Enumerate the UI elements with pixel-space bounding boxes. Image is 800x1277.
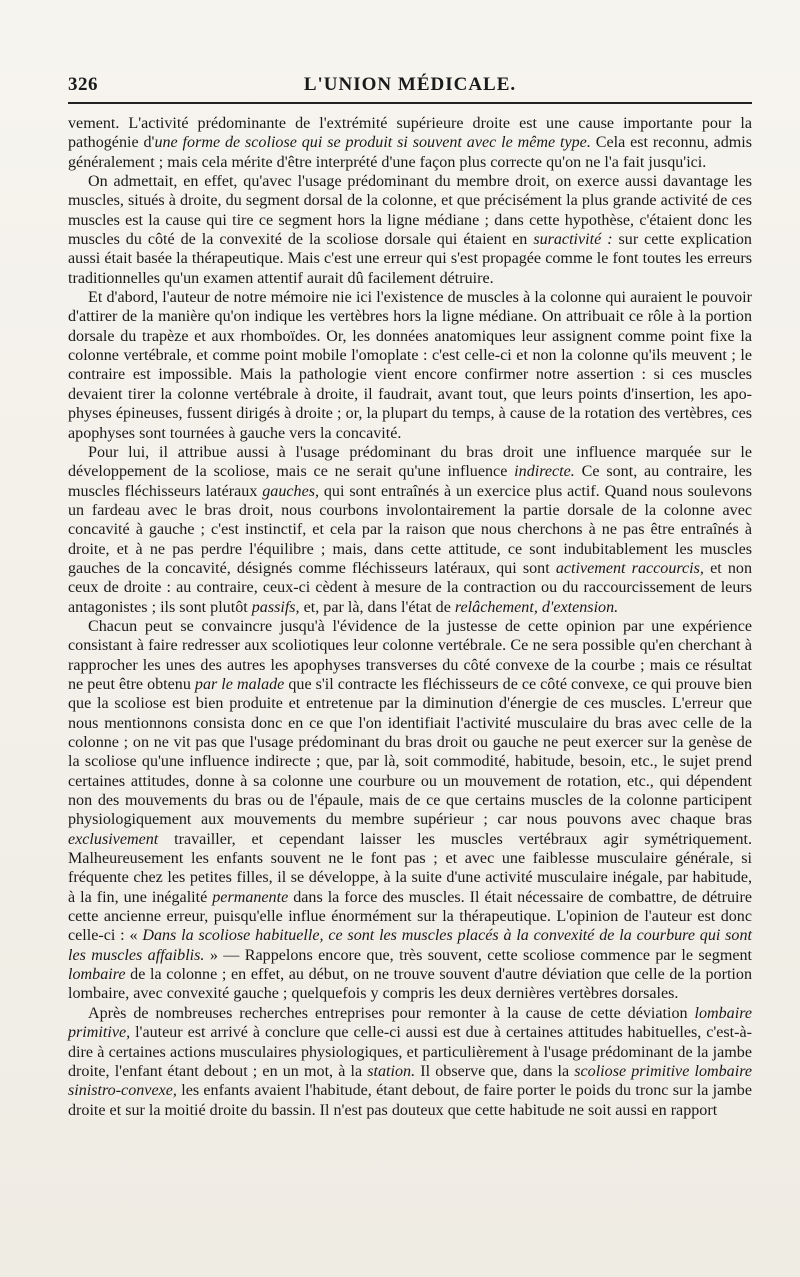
text-run: Il observe que, dans la bbox=[415, 1062, 575, 1080]
italic-text: passifs, bbox=[251, 598, 300, 616]
italic-text: lombaire primitive, bbox=[68, 1004, 752, 1042]
article-body bbox=[68, 114, 752, 1120]
italic-text: gauches, bbox=[262, 482, 320, 500]
text-run: qui sont entraînés à un exercice plus actif. Quand nous soulevons un fardeau avec le bras droit, nous courbons involontairement la partie dorsale de la colonne avec concavité à gauche ; c'est instinctif, et cela par la raison que nous cherchons à ne pas être entraînés à droite, et à ne pas perdre l'équilibre ; mais, dans cette attitude, ce sont indubitablement les muscles gauches de la concavité, désignés comme fléchisseurs latéraux, qui sont bbox=[68, 482, 752, 577]
italic-text: permanente bbox=[212, 888, 289, 906]
text-run: Chacun peut se convaincre jusqu'à l'évidence de la justesse de cette opinion par une expérience consistant à faire redresser aux scoliotiques leur colonne vertébrale. Ce ne sera possible qu'en cherchant à rapprocher les unes des autres les apophyses transverses du côté convexe de la courbe ; mais ce résultat ne peut être obtenu bbox=[68, 617, 752, 693]
italic-text: par le malade bbox=[194, 675, 285, 693]
text-run: Et d'abord, l'auteur de notre mémoire nie ici l'existence de muscles à la colonne qui auraient le pouvoir d'attirer de la manière qu'on indique les vertèbres hors la ligne médiane. On attribuait ce rôle à la portion dorsale du trapèze et aux rhomboïdes. Or, les données anatomiques leur assignent comme point fixe la colonne vertébrale, et comme point mobile l'omoplate : c'est celle-ci et non la colonne qu'ils meuvent ; le contraire est impossible. Mais la pathologie vient encore confirmer notre assertion : si ces muscles devaient tirer la colonne vertébrale à droite, il faudrait, avant tout, que leurs points d'insertion, les apophyses épineuses, fussent dirigés à droite ; or, la plupart du temps, à cause de la rotation des vertèbres, ces apophyses sont tournées à gauche vers la concavité. bbox=[68, 289, 752, 442]
text-run: l'auteur est arrivé à conclure que celle-ci aussi est due à certaines attitudes habituelles, c'est-à-dire à certaines actions musculaires physiologiques, et particulièrement à l'usage prédominant de la jambe droite, l'enfant étant debout ; en un mot, à la bbox=[68, 1024, 752, 1080]
italic-text: scoliose primitive lombaire sinistro-convexe, bbox=[68, 1062, 753, 1100]
italic-text: Dans la scoliose habituelle, ce sont les muscles placés à la convexité de la courbure qui sont les muscles affaiblis. bbox=[68, 927, 752, 964]
paragraph bbox=[68, 114, 752, 172]
paragraph bbox=[68, 617, 752, 1004]
text-run: les enfants avaient l'habitude, étant debout, de faire porter le poids du tronc sur la jambe droite et sur la moitié droite du bassin. Il n'est pas douteux que cette habitude ne soit aussi en rapport bbox=[68, 1082, 752, 1119]
header-rule bbox=[68, 102, 752, 104]
italic-text: indirecte. bbox=[514, 463, 575, 481]
text-run: et, par là, dans l'état de bbox=[299, 598, 455, 616]
paragraph bbox=[68, 172, 752, 288]
italic-text: exclusivement bbox=[68, 830, 159, 848]
italic-text: activement raccourcis, bbox=[555, 559, 704, 577]
text-run: et non ceux de droite : au contraire, ceux-ci cèdent à mesure de la contraction ou du raccourcissement de leurs antagonistes ; ils sont plutôt bbox=[68, 559, 752, 616]
italic-text: une forme de scoliose qui se produit si souvent avec le même type. bbox=[154, 134, 591, 152]
running-title: L'UNION MÉDICALE. bbox=[303, 74, 517, 95]
text-run: Cela est reconnu, admis généralement ; mais cela mérite d'être interprété d'une façon plus correcte qu'on ne l'a fait jusqu'ici. bbox=[68, 134, 753, 171]
page-number: 326 bbox=[68, 74, 98, 95]
italic-text: station. bbox=[367, 1062, 416, 1080]
italic-text: lombaire bbox=[68, 966, 126, 984]
italic-text: relâchement, d'extension. bbox=[454, 598, 619, 616]
paragraph bbox=[68, 443, 752, 617]
text-run: Pour lui, il attribue aussi à l'usage prédominant du bras droit une influence marquée sur le développement de la scoliose, mais ce ne serait qu'une influence bbox=[68, 443, 752, 481]
text-run: Ce sont, au contraire, les muscles fléchisseurs latéraux bbox=[68, 463, 752, 500]
text-run: dans la force des muscles. Il était nécessaire de combattre, de détruire cette ancienne erreur, puisqu'elle influe énormément sur la thérapeutique. L'opinion de l'auteur est donc celle-ci : « bbox=[68, 888, 753, 945]
paragraph bbox=[68, 1004, 752, 1120]
text-run: On admettait, en effet, qu'avec l'usage prédominant du membre droit, on exerce aussi davantage les muscles, situés à droite, du segment dorsal de la colonne, et que précisément la plus grande activité de ces muscles est la cause qui tire ce segment hors la ligne médiane ; dans cette hypothèse, c'étaient donc les muscles du côté de la convexité de la scoliose dorsale qui étaient en bbox=[68, 173, 752, 249]
text-run: » — Rappelons encore que, très souvent, cette scoliose commence par le segment bbox=[204, 946, 752, 964]
paragraph bbox=[68, 288, 752, 443]
text-run: Après de nombreuses recherches entreprises pour remonter à la cause de cette déviation bbox=[88, 1004, 695, 1022]
text-run: que s'il contracte les fléchisseurs de ce côté convexe, ce qui prouve bien que la scoliose est bien produite et entretenue par la diminution d'énergie de ces muscles. L'erreur que nous mentionnons consista donc en ce que l'on identifiait l'activité musculaire du bras avec celle de la colonne ; on ne vit pas que l'usage prédominant du bras droit ou gauche ne peut exercer sur la genèse de la scoliose qu'une influence indirecte ; que, par là, soit commodité, habitude, besoin, etc., le sujet prend certaines attitudes, donne à sa colonne une courbure ou un mouvement de rotation, etc., qui dépendent non des mouvements du bras ou de l'épaule, mais de ce que certains muscles de la colonne participent physiologiquement aux mouvements du membre supérieur ; car nous pouvons avec chaque bras bbox=[68, 675, 752, 829]
text-run: sur cette explication aussi était basée la thérapeutique. Mais c'est une erreur qui s'est propagée comme le font toutes les erreurs traditionnelles qu'un examen attentif aurait dû facilement détruire. bbox=[68, 231, 752, 287]
text-run: travailler, et cependant laisser les muscles vertébraux agir symétriquement. Malheureusement les enfants souvent ne le font pas ; et avec une faiblesse musculaire générale, si fréquente chez les petites filles, il se développe, à la suite d'une activité musculaire inégale, par habitude, à la fin, une inégalité bbox=[68, 830, 752, 906]
page-header bbox=[68, 66, 752, 102]
text-run: vement. L'activité prédominante de l'extrémité supérieure droite est une cause importante pour la pathogénie d' bbox=[68, 115, 752, 152]
italic-text: suractivité : bbox=[533, 231, 613, 249]
text-run: de la colonne ; en effet, au début, on ne trouve souvent d'autre déviation que celle de la portion lombaire, avec convexité gauche ; quelquefois y compris les deux dernières vertèbres dorsales. bbox=[68, 966, 752, 1003]
